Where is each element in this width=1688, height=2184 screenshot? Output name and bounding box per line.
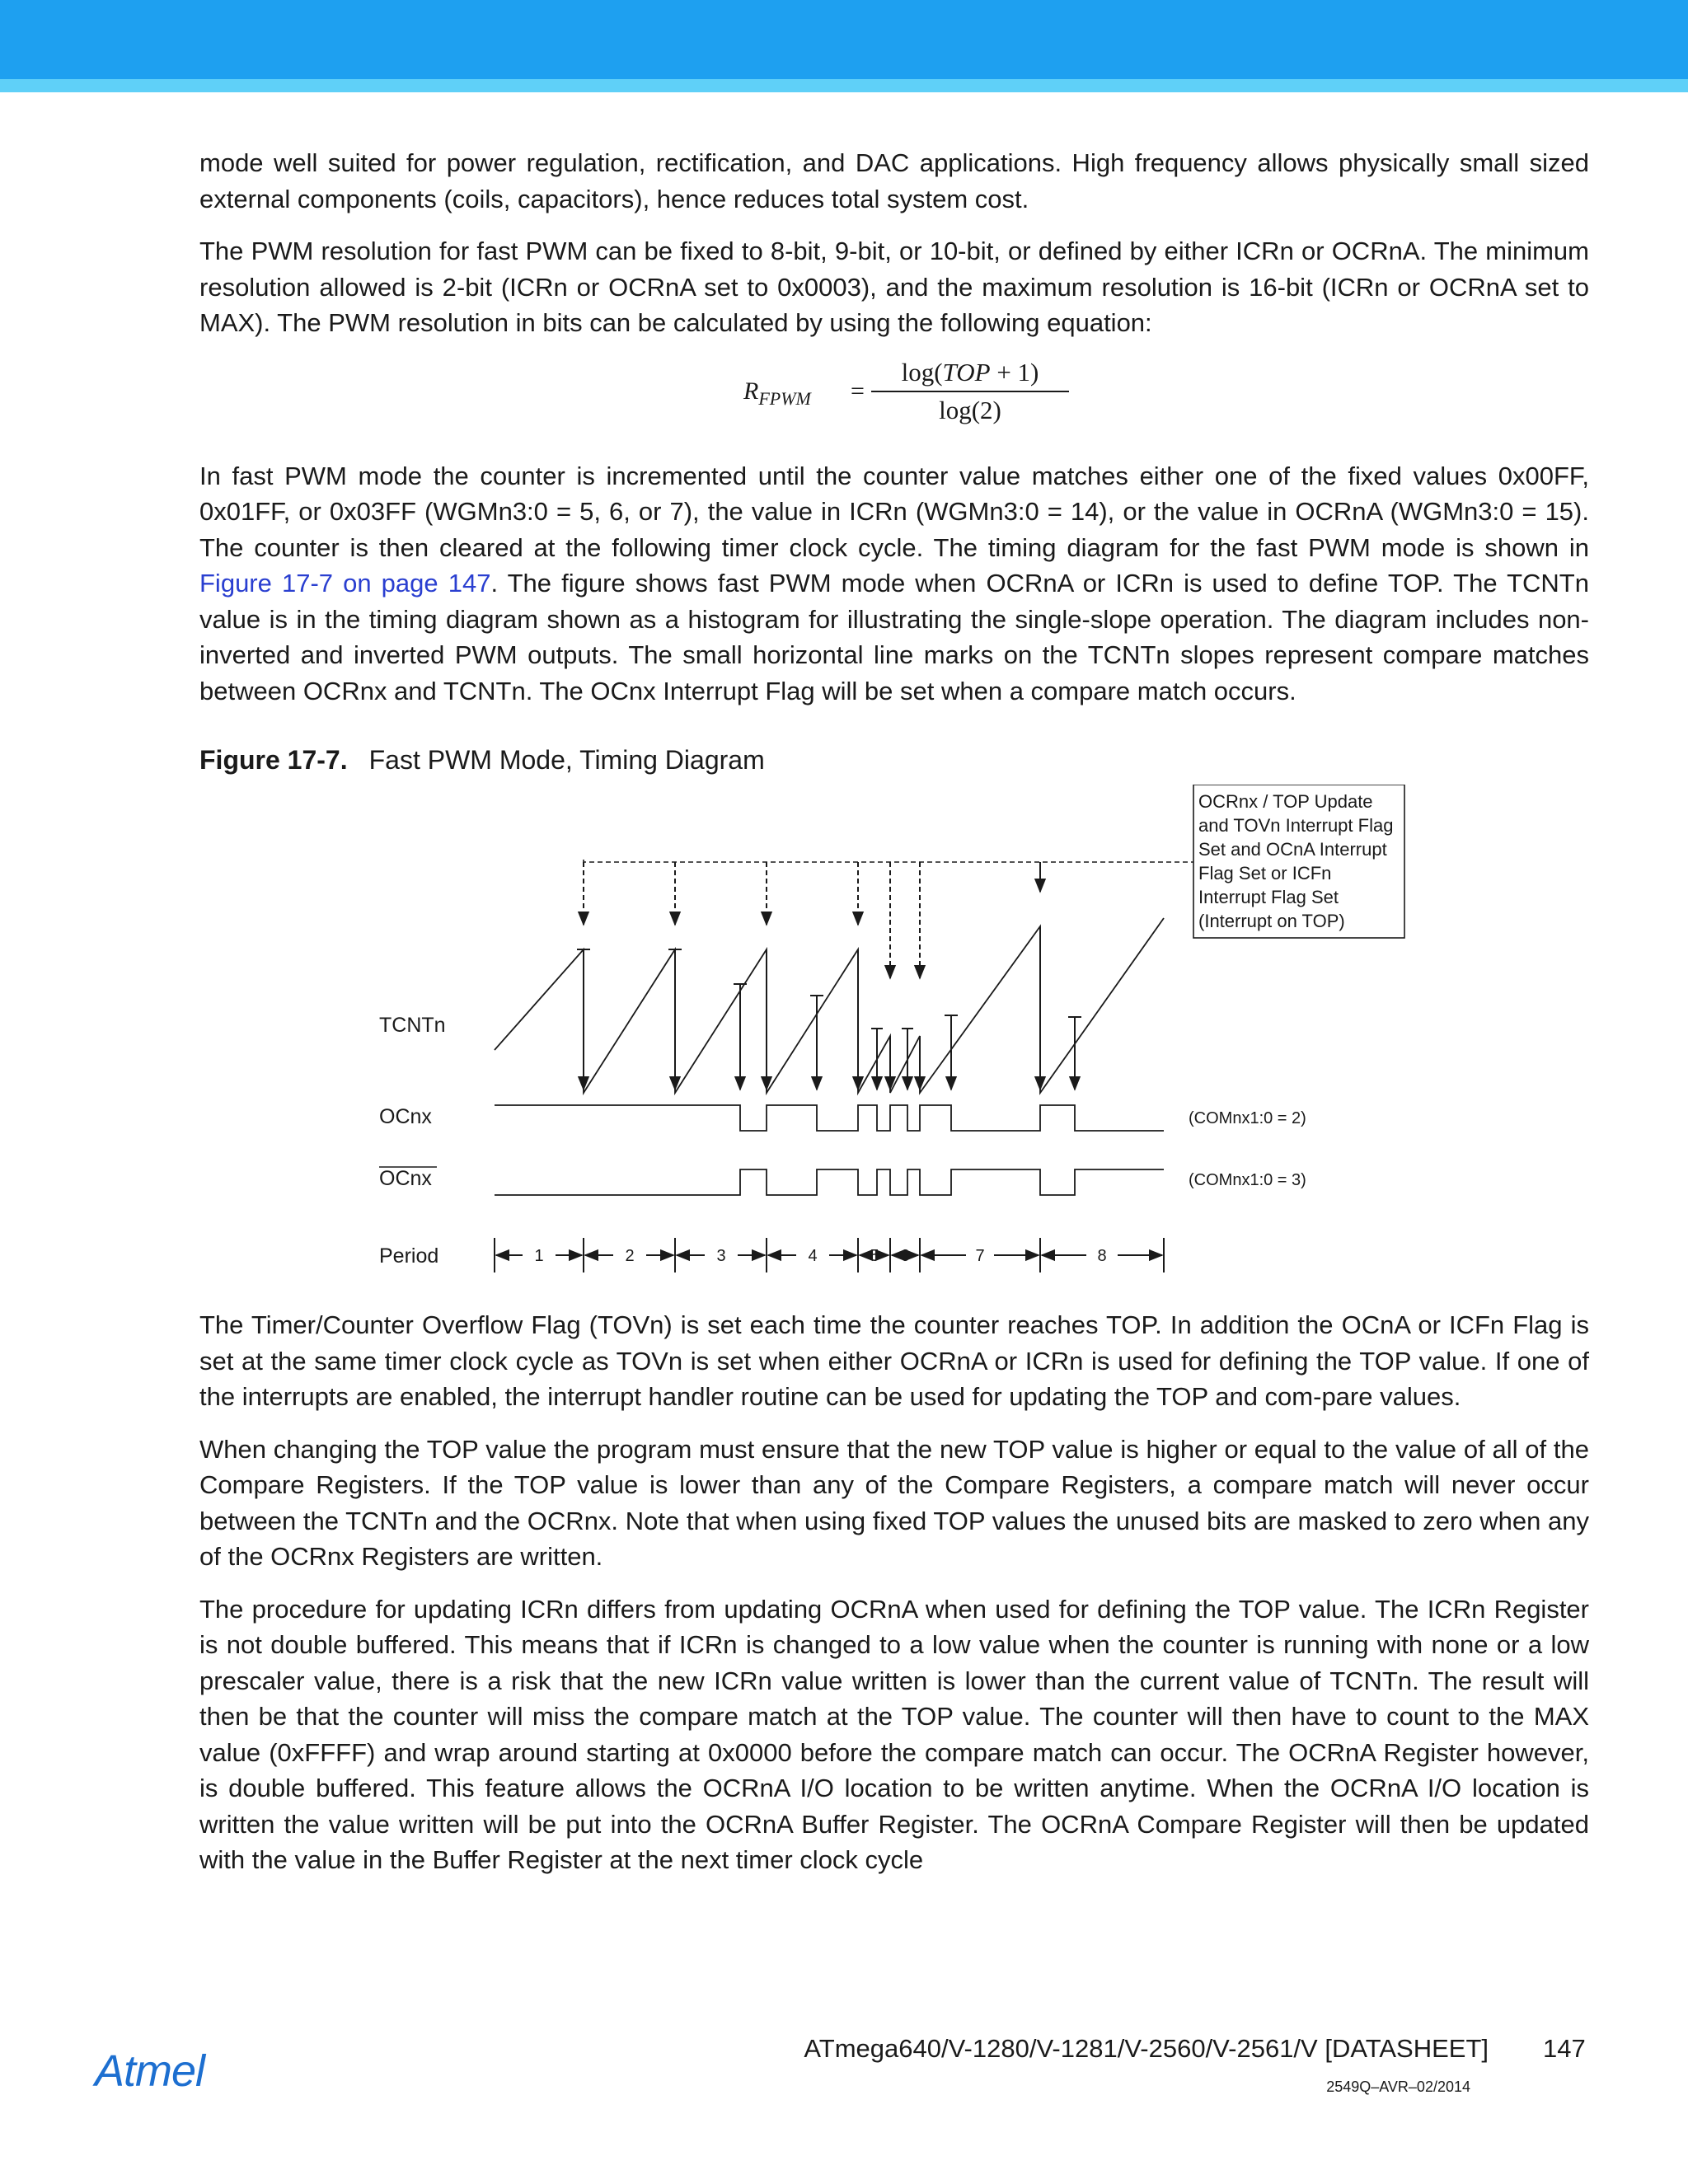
ocnx-inverted-label: OCnx [379, 1167, 432, 1190]
interrupt-bus-line [584, 860, 1193, 862]
period-number-8: 8 [1097, 1247, 1107, 1265]
document-title: ATmega640/V-1280/V-1281/V-2560/V-2561/V [DATASHEET] [804, 2034, 1489, 2063]
header-stripe [0, 79, 1688, 92]
paragraph-1: mode well suited for power regulation, rectification, and DAC applications. High frequency allows physically small sized external components (coils, capacitors), hence reduces total system cost. [199, 148, 1589, 213]
annotation-line-6: (Interrupt on TOP) [1198, 911, 1345, 931]
document-code: 2549Q–AVR–02/2014 [1326, 2079, 1470, 2095]
com-label-non-inverted: (COMnx1:0 = 2) [1189, 1109, 1306, 1127]
header-bar [0, 0, 1688, 79]
period-number-7: 7 [975, 1247, 985, 1265]
equation-fraction [871, 358, 1069, 425]
page-footer [0, 2011, 1688, 2184]
resolution-equation [199, 358, 1589, 448]
annotation-line-4: Flag Set or ICFn [1198, 863, 1332, 883]
page-content [199, 145, 1589, 1895]
equation-equals: = [851, 377, 865, 405]
numerator-prefix: log( [901, 357, 943, 387]
ocnx-waveform [495, 1105, 1164, 1131]
atmel-logo: Atmel [95, 2046, 205, 2096]
period-number-1: 1 [534, 1247, 544, 1265]
period-label: Period [379, 1244, 439, 1268]
equation-lhs-symbol: R [743, 377, 759, 405]
ocnx-inverted-waveform [495, 1169, 1164, 1195]
equation-lhs [743, 377, 811, 410]
figure-reference-link[interactable]: Figure 17-7 on page 147 [199, 569, 491, 598]
timing-diagram-svg [199, 785, 1589, 1307]
figure-caption [199, 745, 1589, 785]
period-number-6: 6 [900, 1247, 910, 1265]
figure-title: Fast PWM Mode, Timing Diagram [368, 745, 765, 775]
page-number: 147 [1543, 2034, 1586, 2063]
ocnx-label: OCnx [379, 1105, 432, 1128]
equation-numerator [871, 358, 1069, 392]
period-number-5: 5 [870, 1247, 879, 1265]
annotation-line-3: Set and OCnA Interrupt [1198, 839, 1387, 860]
paragraph-6: The procedure for updating ICRn differs from updating OCRnA when used for defining the TOP value. The ICRn Register is not double buffered. This means that if ICRn is changed to a low value when the counter is running with none or a low prescaler value, there is a risk that the new ICRn value written is lower than the current value of TCNTn. The result will then be that the counter will miss the compare match at the TOP value. The counter will then have to count to the MAX value (0xFFFF) and wrap around starting at 0x0000 before the compare match can occur. The OCRnA Register however, is double buffered. This feature allows the OCRnA I/O location to be written anytime. When the OCRnA I/O location is written the value written will be put into the OCRnA Buffer Register. The OCRnA Compare Register will then be updated with the value in the Buffer Register at the next timer clock cycle [199, 1594, 1589, 1874]
paragraph-5: When changing the TOP value the program must ensure that the new TOP value is higher or equal to the value of all of the Compare Registers. If the TOP value is lower than any of the Compare Registers, a compare match will never occur between the TCNTn and the OCRnx. Note that when using fixed TOP values the unused bits are masked to zero when any of the OCRnx Registers are written. [199, 1434, 1589, 1571]
period-number-2: 2 [625, 1247, 635, 1265]
paragraph-3-text-a: In fast PWM mode the counter is incremented until the counter value matches either one of the fixed values 0x00FF, 0x01FF, or 0x03FF (WGMn3:0 = 5, 6, or 7), the value in ICRn (WGMn3:0 = 14), or the value in OCRnA (WGMn3:0 = 15). The counter is then cleared at the following timer clock cycle. The timing diagram for the fast PWM mode is shown in [199, 461, 1589, 562]
paragraph-2: The PWM resolution for fast PWM can be fixed to 8-bit, 9-bit, or 10-bit, or defined by either ICRn or OCRnA. The minimum resolution allowed is 2-bit (ICRn or OCRnA set to 0x0003), and the maximum resolution is 16-bit (ICRn or OCRnA set to MAX). The PWM resolution in bits can be calculated by using the following equation: [199, 237, 1589, 337]
period-number-3: 3 [716, 1247, 726, 1265]
tcnt-label: TCNTn [379, 1014, 446, 1037]
paragraph-3-text-b: . The figure shows fast PWM mode when OCRnA or ICRn is used to define TOP. The TCNTn value is in the timing diagram shown as a histogram for illustrating the single-slope operation. The diagram includes non-inverted and inverted PWM outputs. The small horizontal line marks on the TCNTn slopes represent compare matches between OCRnx and TCNTn. The OCnx Interrupt Flag will be set when a compare match occurs. [199, 569, 1589, 705]
annotation-line-1: OCRnx / TOP Update [1198, 791, 1373, 812]
com-label-inverted: (COMnx1:0 = 3) [1189, 1171, 1306, 1189]
paragraph-3 [199, 458, 1589, 710]
annotation-line-5: Interrupt Flag Set [1198, 887, 1339, 907]
equation-denominator: log(2) [939, 395, 1001, 424]
annotation-line-2: and TOVn Interrupt Flag [1198, 815, 1394, 836]
period-number-4: 4 [808, 1247, 818, 1265]
tcnt-sawtooth [495, 918, 1164, 1093]
figure-number: Figure 17-7. [199, 745, 348, 775]
equation-lhs-subscript: FPWM [758, 387, 811, 409]
timing-diagram [199, 785, 1589, 1307]
numerator-suffix: + 1) [990, 357, 1039, 387]
paragraph-4: The Timer/Counter Overflow Flag (TOVn) is set each time the counter reaches TOP. In addition the OCnA or ICFn Flag is set at the same timer clock cycle as TOVn is set when either OCRnA or ICRn is used for defining the TOP value. If one of the interrupts are enabled, the interrupt handler routine can be used for updating the TOP and com-pare values. [199, 1310, 1589, 1411]
numerator-variable: TOP [942, 357, 991, 387]
